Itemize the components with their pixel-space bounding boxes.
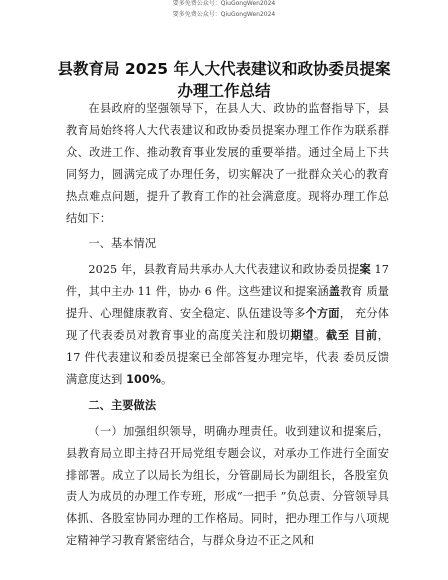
intro-paragraph: 在县政府的坚强领导下，在县人大、政协的监督指导下，县教育局始终将人大代表建议和政协委员提案办理工作作为联系群众、改进工作、推动教育事业发展的重要举措。通过全局上下共同努力，圆满完成了办理任务，切实解决了一批群众关心的教育热点难点问题，提升了教育工作的社会满意度。现将办理工作总结如下：	[66, 102, 389, 225]
page-header-line: 要多免费公众号：QiuGongWen2024	[172, 0, 276, 7]
page-header-line: 要多免费公众号：QiuGongWen2024	[172, 11, 276, 18]
bold-run: 期望	[290, 328, 315, 343]
text-run: ， 充分体现了代表委员对教育事业的高度关注和殷切	[66, 307, 389, 343]
document-body	[66, 98, 389, 552]
text-run: 教育 质量提升、心理健康教育、安全稳定、队伍建设等多	[66, 285, 390, 321]
bold-run: 案	[359, 262, 371, 277]
bold-run: 100%	[126, 372, 162, 386]
text-run: ，17 件代表建议和委员提案已全部答复办理完毕，代表 委员反馈满意度达到	[66, 329, 390, 386]
bold-run: 盖	[328, 284, 341, 299]
title-line-1: 县教育局 2025 年人大代表建议和政协委员提案	[57, 60, 391, 78]
document-title	[0, 58, 448, 102]
text-run: 17 件，其中主办 11 件，协办 6 件。这些建议和提案涵	[66, 263, 389, 299]
text-run: 。	[161, 372, 173, 386]
bold-run: 截至 目前	[325, 328, 378, 343]
title-line-2: 办理工作总结	[177, 82, 271, 100]
text-run: 。	[314, 329, 326, 343]
main-practice-paragraph: （一）加强组织领导，明确办理责任。收到建议和提案后，县教育局立即主持召开局党组专题会议，对承办工作进行全面安排部署。成立了以局长为组长，分管副局长为副组长，各股室负责人为成员的办理工作专班，形成“一把手 ”负总责、分管领导具体抓、各股室协同办理的工作格局。同时，把办理工作与八项规定精神学习教育紧密结合，与群众身边不正之风和	[66, 424, 389, 548]
section-heading-2: 二、主要做法	[88, 397, 157, 412]
bold-run: 个方面	[305, 306, 340, 321]
section-heading-1: 一、基本情况	[88, 237, 157, 251]
text-run: 2025 年，县教育局共承办人大代表建议和政协委员提	[88, 263, 360, 277]
basic-situation-paragraph	[66, 259, 389, 390]
